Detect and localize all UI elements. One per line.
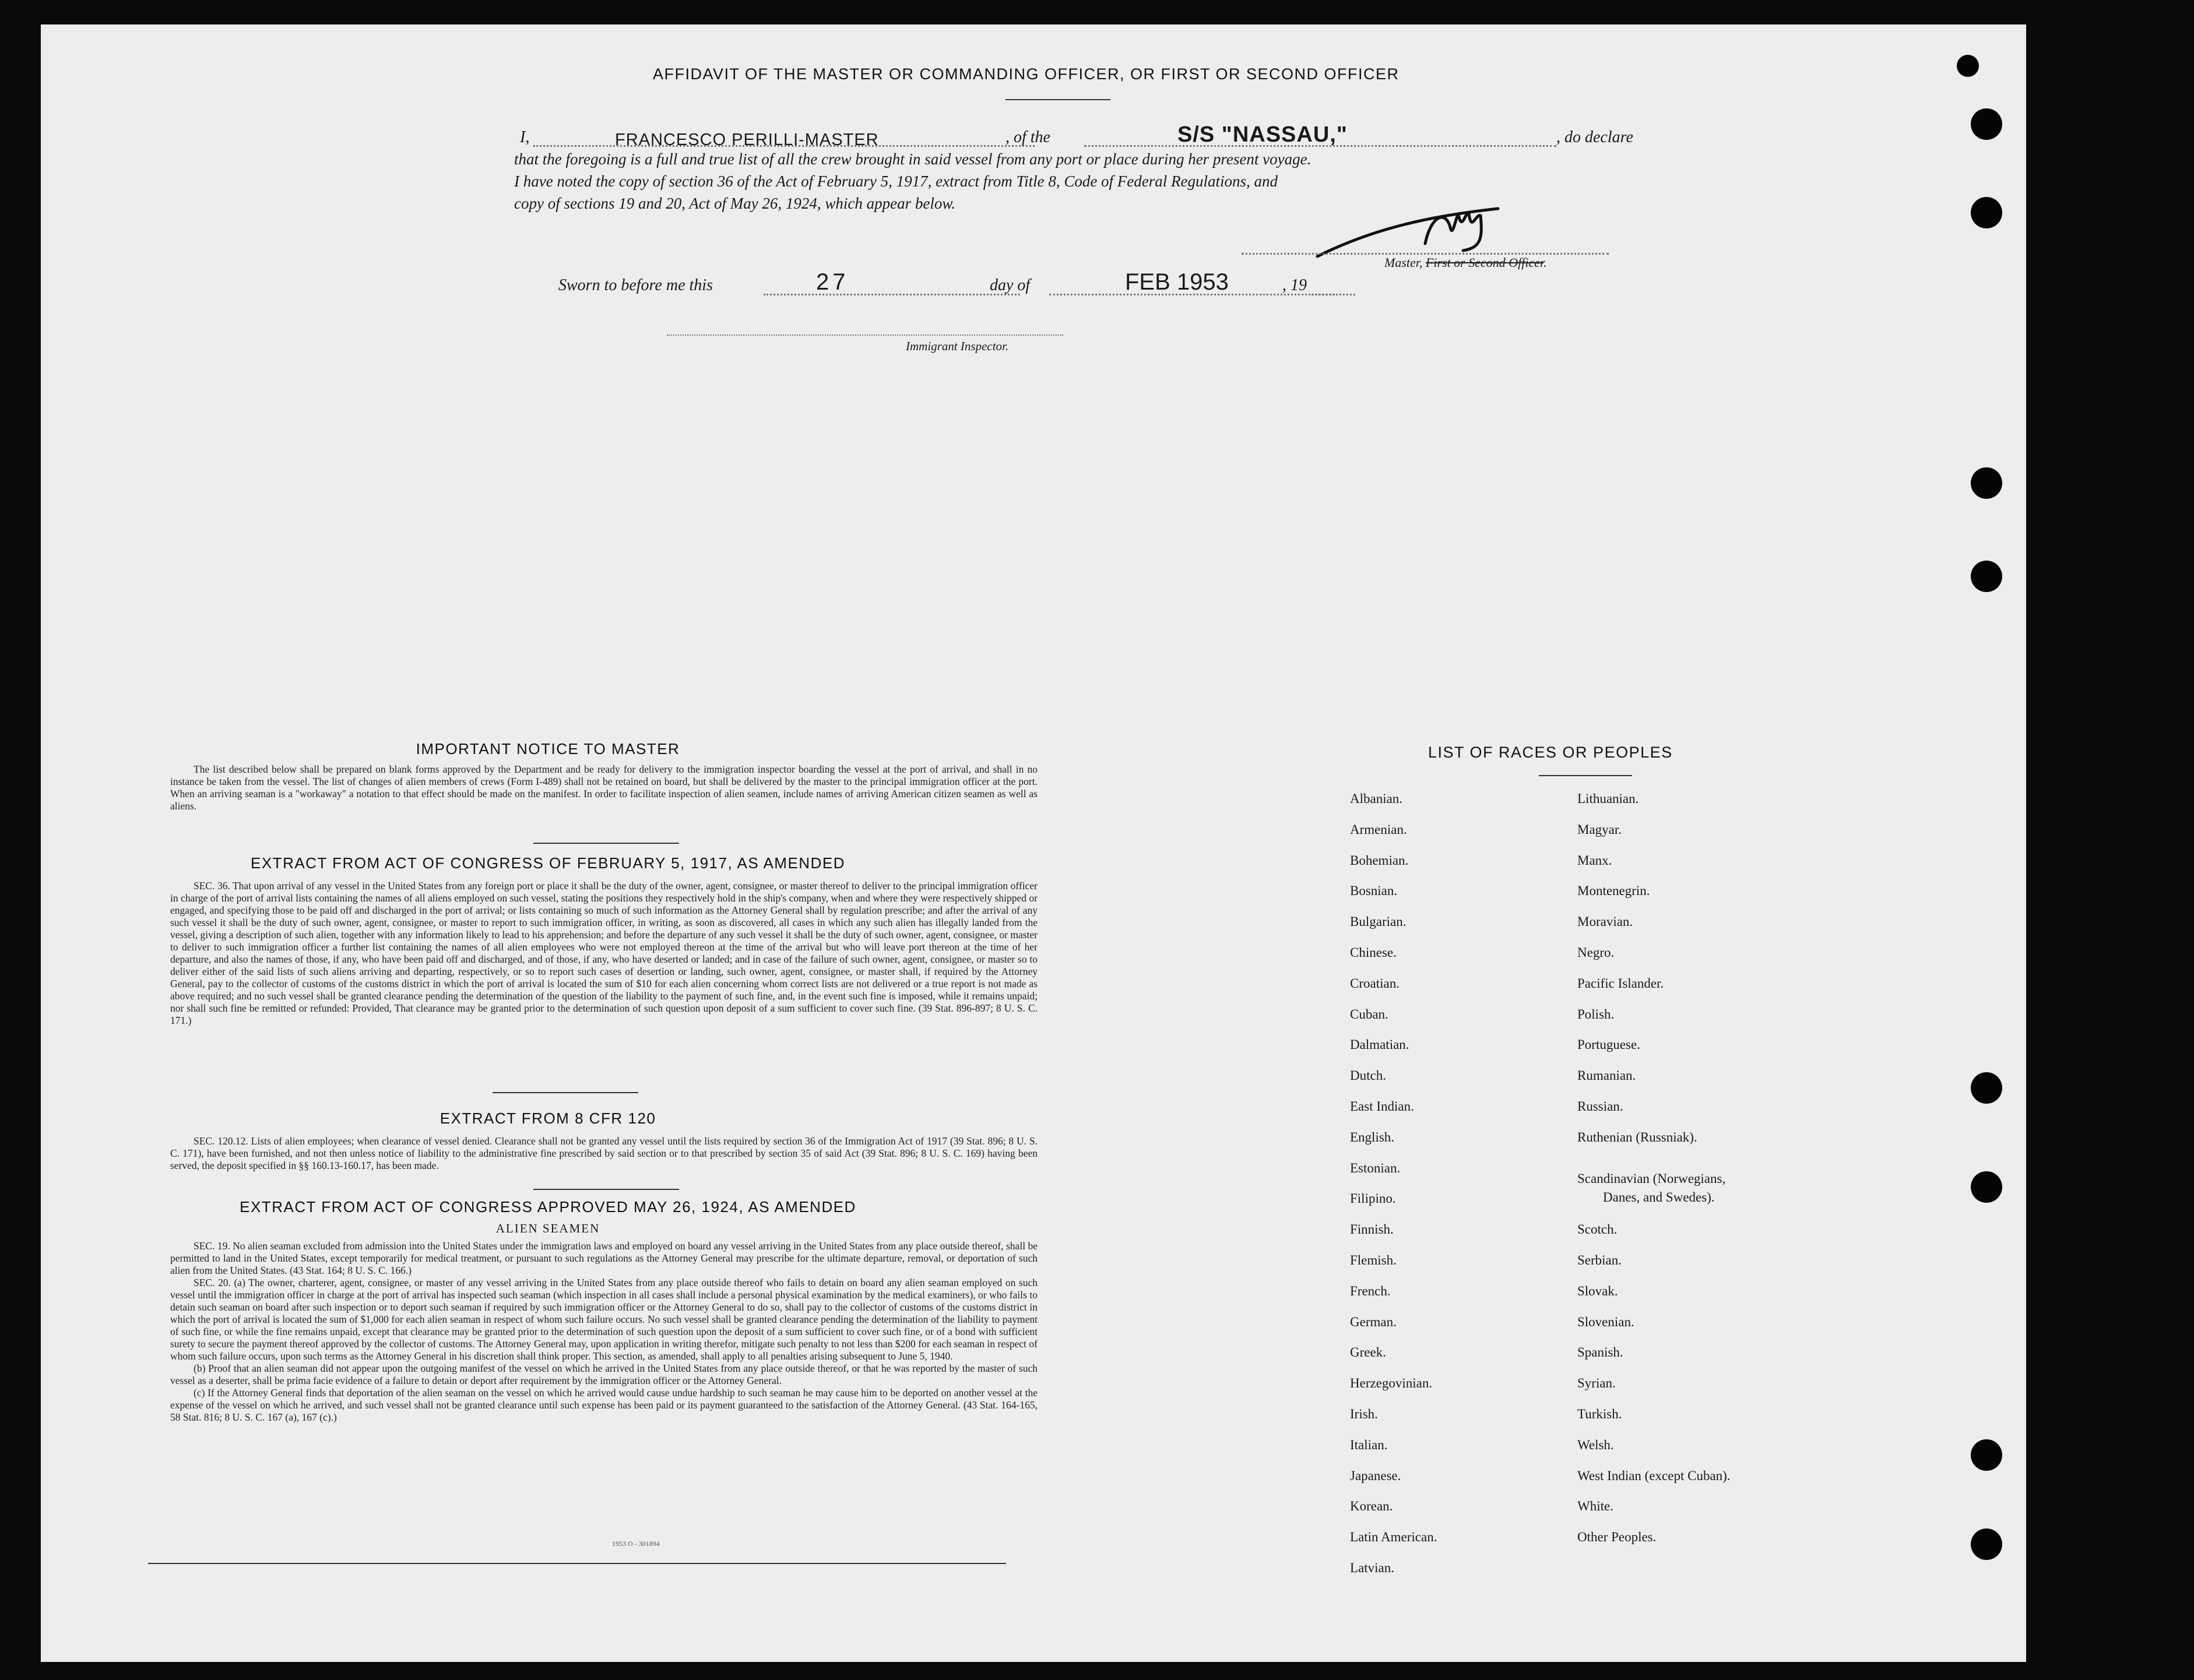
day-of-label: day of xyxy=(990,276,1031,294)
race-item: Syrian. xyxy=(1577,1376,1616,1391)
signature-caption xyxy=(1384,255,1547,270)
race-item: Estonian. xyxy=(1350,1160,1401,1175)
signature-line xyxy=(1242,253,1609,255)
extract-cfr-body xyxy=(170,1135,1038,1172)
race-item: Cuban. xyxy=(1350,1006,1388,1022)
race-item: Albanian. xyxy=(1350,791,1403,806)
master-name: FRANCESCO PERILLI-MASTER xyxy=(615,131,879,149)
inspector-signature-line xyxy=(667,334,1063,336)
signature-caption-suffix: . xyxy=(1543,255,1547,270)
race-item: Negro. xyxy=(1577,945,1615,960)
race-item: German. xyxy=(1350,1314,1397,1329)
bottom-rule xyxy=(148,1563,1006,1564)
punch-hole xyxy=(1971,1171,2002,1203)
race-item: Serbian. xyxy=(1577,1253,1622,1267)
race-item: Italian. xyxy=(1350,1437,1388,1452)
punch-hole xyxy=(1971,108,2002,140)
race-item: Slovenian. xyxy=(1577,1314,1634,1329)
race-item: Chinese. xyxy=(1350,945,1397,960)
race-item: Bulgarian. xyxy=(1350,914,1407,929)
printing-code: 1953 O - 301894 xyxy=(612,1540,660,1548)
race-item: Russian. xyxy=(1577,1099,1623,1114)
race-item: Finnish. xyxy=(1350,1222,1394,1237)
extract-cfr-paragraph: SEC. 120.12. Lists of alien employees; when clearance of vessel denied. Clearance shall not be granted any vessel until the lists required by section 36 of the Immigration Act of 1917 (39 Stat. 896; 8 U. S. C. 171), have been furnished, and not then unless notice of liability to the administrative fine prescribed by said section or to that prescribed by section 35 of said Act (39 Stat. 896; 8 U. S. C. 169) having been served, the deposit specified in §§ 160.13-160.17, has been made. xyxy=(170,1135,1038,1171)
punch-hole xyxy=(1971,467,2002,499)
sworn-day: 27 xyxy=(816,269,849,295)
race-item: Slovak. xyxy=(1577,1283,1618,1298)
extract-1917-paragraph: SEC. 36. That upon arrival of any vessel in the United States from any foreign port or place it shall be the duty of the owner, agent, consignee, or master thereof to deliver to the principal immigration officer in charge of the port of arrival lists containing the names of all aliens employed on such vessel, stating the positions they respectively hold in the ship's company, when and where they were respectively shipped or engaged, and specifying those to be paid off and discharged in the port of arrival; or lists containing so much of such information as the Attorney General shall by regulation prescribe; and after the arrival of any such vessel it shall be the duty of such owner, agent, consignee, or master to report to such immigration officer, in writing, as soon as discovered, all cases in which any such alien has illegally landed from the vessel, giving a description of such alien, together with any information likely to lead to his apprehension; and before the departure of any such vessel it shall be the duty of such owner, agent, consignee, or master to deliver to such immigration officer a further list containing the names of all alien employees who were not employed thereon at the time of the arrival but who will leave port thereon at the time of her departure, and also the names of those, if any, who have been paid off and discharged, and of those, if any, who have deserted or landed; and in case of the failure of such owner, agent, consignee, or master so to deliver either of the said lists of such aliens arriving and departing, respectively, or so to report such cases of desertion or landing, such owner, agent, consignee, or master shall, if required by the Attorney General, pay to the collector of customs of the customs district in which the port of arrival is located the sum of $10 for each alien concerning whom correct lists are not delivered or a true report is not made as above required; and no such vessel shall be granted clearance pending the determination of the question of the liability to the payment of such fine, and, in the event such fine is imposed, while it remains unpaid; nor shall such fine be remitted or refunded: Provided, That clearance may be granted prior to the determination of such question upon deposit of a sum sufficient to cover such fine. (39 Stat. 896-897; 8 U. S. C. 171.) xyxy=(170,880,1038,1026)
punch-hole xyxy=(1971,1528,2002,1560)
race-item: Spanish. xyxy=(1577,1345,1623,1360)
divider xyxy=(533,1189,679,1190)
extract-1924-paragraph: SEC. 19. No alien seaman excluded from admission into the United States under the immigration laws and employed on board any vessel arriving in the United States from any place outside thereof, shall be permitted to land in the United States, except temporarily for medical treatment, or pursuant to such regulations as the Attorney General may prescribe for the ultimate departure, removal, or deportation of such alien from the United States. (43 Stat. 164; 8 U. S. C. 166.) xyxy=(170,1240,1038,1276)
race-item: Armenian. xyxy=(1350,822,1407,837)
race-item: Montenegrin. xyxy=(1577,883,1650,899)
vessel-name: S/S "NASSAU," xyxy=(1177,122,1348,147)
signature-caption-prefix: Master, xyxy=(1384,255,1423,270)
race-item: Lithuanian. xyxy=(1577,791,1639,806)
race-item: Korean. xyxy=(1350,1499,1393,1514)
race-item: Turkish. xyxy=(1577,1407,1622,1421)
race-item: West Indian (except Cuban). xyxy=(1577,1468,1731,1483)
race-item: Flemish. xyxy=(1350,1253,1397,1267)
race-item: Rumanian. xyxy=(1577,1068,1636,1083)
do-declare-label: , do declare xyxy=(1556,128,1633,146)
race-item: Magyar. xyxy=(1577,822,1622,837)
punch-hole xyxy=(1971,197,2002,228)
sworn-month-year: FEB 1953 xyxy=(1125,269,1229,295)
race-item: French. xyxy=(1350,1283,1391,1298)
notice-title: IMPORTANT NOTICE TO MASTER xyxy=(416,740,680,758)
declaration-line: that the foregoing is a full and true list of all the crew brought in said vessel from any port or place during her present voyage. xyxy=(514,150,1312,168)
extract-1924-paragraph: (c) If the Attorney General finds that deportation of the alien seaman on the vessel on which he arrived would cause undue hardship to such seaman he may cause him to be deported on another vessel at the expense of the vessel on which he arrived, and such vessel shall not be granted clearance until such expense has been paid or its payment guaranteed to the satisfaction of the Attorney General. (43 Stat. 164-165, 58 Stat. 816; 8 U. S. C. 167 (a), 167 (c).) xyxy=(170,1387,1038,1423)
race-item: Ruthenian (Russniak). xyxy=(1577,1129,1697,1144)
year-field-line xyxy=(1309,294,1355,295)
inspector-caption: Immigrant Inspector. xyxy=(906,339,1009,353)
race-item: Herzegovinian. xyxy=(1350,1376,1433,1391)
race-item: Japanese. xyxy=(1350,1468,1401,1483)
divider xyxy=(493,1092,638,1093)
extract-1917-title: EXTRACT FROM ACT OF CONGRESS OF FEBRUARY 5, 1917, AS AMENDED xyxy=(251,854,845,872)
extract-1917-body xyxy=(170,880,1038,1027)
document-page xyxy=(41,24,2026,1662)
punch-hole xyxy=(1971,1439,2002,1471)
notice-body xyxy=(170,763,1038,812)
signature-caption-struck: First or Second Officer xyxy=(1425,255,1544,270)
race-item: Bosnian. xyxy=(1350,883,1398,899)
race-item: Latvian. xyxy=(1350,1561,1394,1575)
notice-paragraph: The list described below shall be prepared on blank forms approved by the Department and be ready for delivery to the immigration inspector boarding the vessel at the port of arrival, and shall in no instance be taken from the vessel. The list of changes of alien members of crews (Form I-489) shall not be retained on board, but shall be delivered by the master to the principal immigration officer at the port. When an arriving seaman is a "workaway" a notation to that effect should be made on the manifest. In order to facilitate inspection of alien seamen, include names of arriving American citizen seamen as well as aliens. xyxy=(170,763,1038,812)
race-item: White. xyxy=(1577,1499,1613,1514)
race-item: Filipino. xyxy=(1350,1191,1396,1206)
race-item: Portuguese. xyxy=(1577,1037,1640,1052)
extract-1924-title: EXTRACT FROM ACT OF CONGRESS APPROVED MAY 26, 1924, AS AMENDED xyxy=(240,1198,856,1216)
race-item: Scotch. xyxy=(1577,1222,1618,1237)
i-label: I, xyxy=(520,128,530,146)
race-item: Danes, and Swedes). xyxy=(1603,1189,1715,1204)
race-item: Scandinavian (Norwegians, xyxy=(1577,1171,1726,1186)
race-item: Dutch. xyxy=(1350,1068,1386,1083)
sworn-label: Sworn to before me this xyxy=(558,276,713,294)
divider xyxy=(1005,99,1110,100)
extract-1924-body xyxy=(170,1240,1038,1424)
race-item: Moravian. xyxy=(1577,914,1633,929)
races-title: LIST OF RACES OR PEOPLES xyxy=(1428,744,1673,761)
punch-hole xyxy=(1957,55,1979,77)
punch-hole xyxy=(1971,561,2002,592)
year-prefix: , 19 xyxy=(1282,276,1307,294)
race-item: Croatian. xyxy=(1350,975,1400,991)
extract-1924-paragraph: SEC. 20. (a) The owner, charterer, agent, consignee, or master of any vessel arriving in the United States from any place outside thereof who fails to detain on board any alien seaman employed on such vessel until the immigration officer in charge at the port of arrival has inspected such seaman (which inspection in all cases shall include a personal physical examination by the medical examiners), or who fails to detain such seaman on board after such inspection or to deport such seaman if required by such immigration officer or the Attorney General to do so, shall pay to the collector of customs of the customs district in which the port of arrival is located the sum of $1,000 for each alien seaman in respect of whom such failure occurs. No such vessel shall be granted clearance pending the determination of the liability to payment of such fine, or while the fine remains unpaid, except that clearance may be granted prior to the determination of such question upon the deposit of a sum sufficient to cover such fine, or of a bond with sufficient surety to secure the payment thereof approved by the collector of customs. The Attorney General may, upon application in writing therefor, mitigate such penalty to not less than $200 for each seaman in respect of whom such failure occurs, upon such terms as the Attorney General in his discretion shall think proper. This section, as amended, shall apply to all penalties arising subsequent to June 5, 1940. xyxy=(170,1277,1038,1362)
divider xyxy=(1539,775,1632,776)
extract-cfr-title: EXTRACT FROM 8 CFR 120 xyxy=(439,1110,656,1127)
declaration-line: I have noted the copy of section 36 of the Act of February 5, 1917, extract from Title 8, Code of Federal Regulations, and xyxy=(514,172,1278,190)
affidavit-title: AFFIDAVIT OF THE MASTER OR COMMANDING OFFICER, OR FIRST OR SECOND OFFICER xyxy=(653,65,1400,83)
extract-1924-paragraph: (b) Proof that an alien seaman did not appear upon the outgoing manifest of the vessel on which he arrived in the United States from any place outside thereof, or that he was reported by the master of such vessel as a deserter, shall be prima facie evidence of a failure to detain or deport after requirement by the immigration officer or the Attorney General. xyxy=(170,1362,1038,1386)
race-item: Polish. xyxy=(1577,1006,1615,1022)
race-item: Other Peoples. xyxy=(1577,1530,1657,1545)
race-item: Bohemian. xyxy=(1350,853,1409,868)
race-item: Manx. xyxy=(1577,853,1612,868)
race-item: Irish. xyxy=(1350,1407,1378,1421)
race-item: Pacific Islander. xyxy=(1577,975,1664,991)
race-item: Welsh. xyxy=(1577,1437,1614,1452)
punch-hole xyxy=(1971,1072,2002,1104)
declaration-line: copy of sections 19 and 20, Act of May 26, 1924, which appear below. xyxy=(514,195,956,212)
race-item: Latin American. xyxy=(1350,1530,1437,1545)
race-item: Dalmatian. xyxy=(1350,1037,1409,1052)
race-item: East Indian. xyxy=(1350,1099,1414,1114)
race-item: English. xyxy=(1350,1129,1395,1144)
race-item: Greek. xyxy=(1350,1345,1386,1360)
extract-1924-subtitle: ALIEN SEAMEN xyxy=(495,1221,600,1235)
of-the-label: , of the xyxy=(1005,128,1050,146)
day-field-line xyxy=(764,294,1020,295)
divider xyxy=(533,843,679,844)
